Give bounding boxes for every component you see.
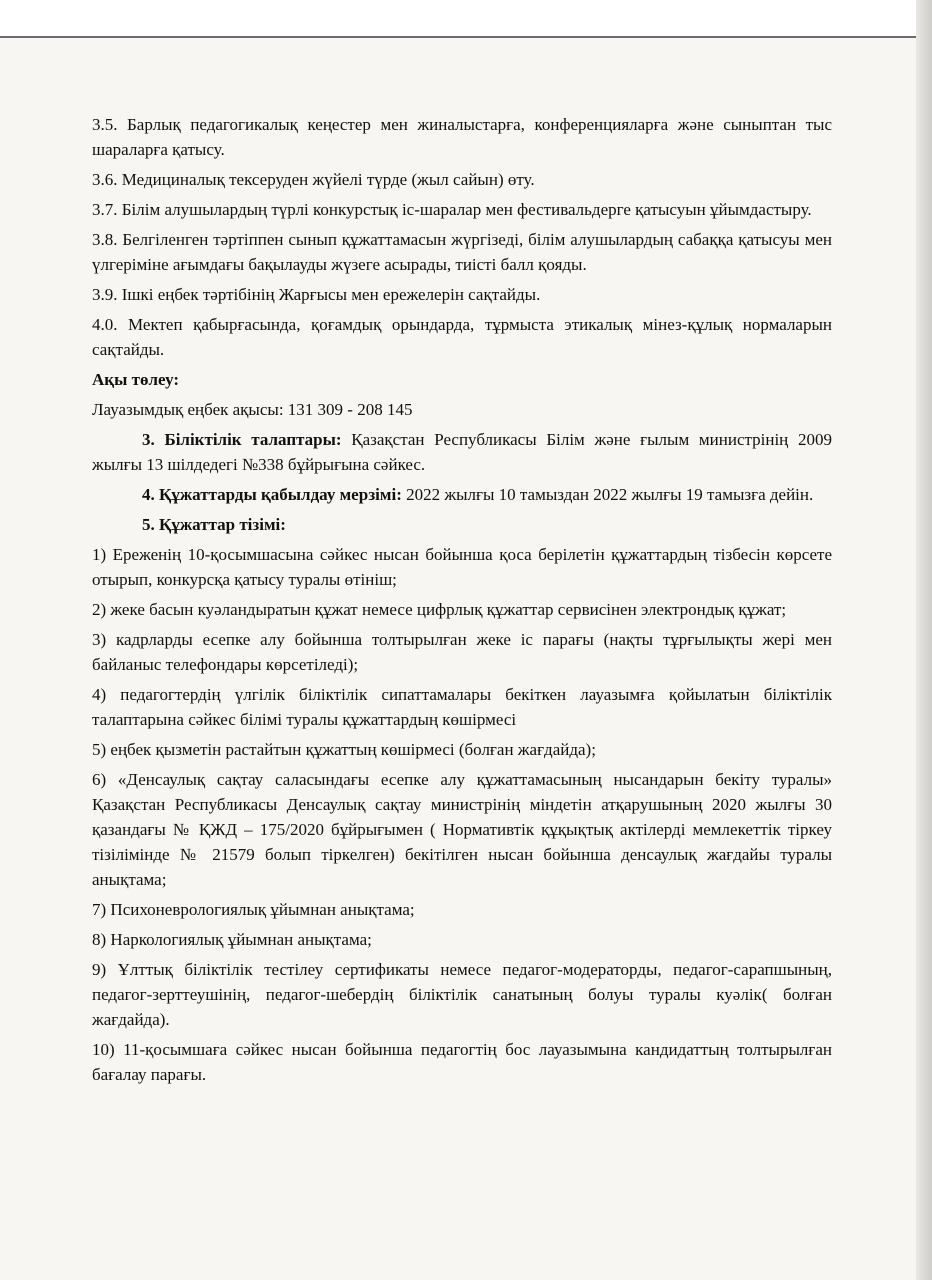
pay-heading: Ақы төлеу:	[92, 370, 180, 389]
item-3-8: 3.8. Белгіленген тәртіппен сынып құжаттамасын жүргізеді, білім алушылардың сабаққа қатысуы мен үлгеріміне ағымдағы бақылауды жүзеге асырады, тиісті балл қояды.	[92, 230, 832, 274]
item-3-9: 3.9. Ішкі еңбек тәртібінің Жарғысы мен ережелерін сақтайды.	[92, 285, 541, 304]
document-item-7: 7) Психоневрологиялық ұйымнан анықтама;	[92, 900, 415, 919]
documents-heading: 5. Құжаттар тізімі:	[142, 515, 286, 534]
document-item-6: 6) «Денсаулық сақтау саласындағы есепке алу құжаттамасының нысандарын бекіту туралы» Қазақстан Республикасы Денсаулық сақтау министрінің міндетін атқарушының 2020 жылғы 30 қазандағы № ҚЖД – 175/2020 бұйрығымен ( Нормативтік құқықтық актілерді мемлекеттік тіркеу тізілімінде № 21579 болып тіркелген) бекітілген нысан бойынша денсаулық жағдайы туралы анықтама;	[92, 770, 832, 889]
document-item-8: 8) Наркологиялық ұйымнан анықтама;	[92, 930, 372, 949]
qualification-label: 3. Біліктілік талаптары:	[142, 430, 342, 449]
deadline-text: 2022 жылғы 10 тамыздан 2022 жылғы 19 тамызға дейін.	[401, 485, 814, 504]
document-item-10: 10) 11-қосымшаға сәйкес нысан бойынша педагогтің бос лауазымына кандидаттың толтырылған бағалау парағы.	[92, 1040, 832, 1084]
document-page	[92, 112, 832, 1092]
qualification-text: Қазақстан Республикасы Білім және ғылым министрінің 2009 жылғы 13 шілдедегі №338 бұйрығына сәйкес.	[92, 430, 832, 474]
deadline-label: 4. Құжаттарды қабылдау мерзімі:	[142, 485, 402, 504]
document-item-3: 3) кадрларды есепке алу бойынша толтырылған жеке іс парағы (нақты тұрғылықты жері мен байланыс телефондары көрсетіледі);	[92, 630, 832, 674]
item-4-0: 4.0. Мектеп қабырғасында, қоғамдық орындарда, тұрмыста этикалық мінез-құлық нормаларын сақтайды.	[92, 315, 832, 359]
scan-right-edge	[916, 0, 932, 1280]
document-item-5: 5) еңбек қызметін растайтын құжаттың көшірмесі (болған жағдайда);	[92, 740, 596, 759]
document-item-4: 4) педагогтердің үлгілік біліктілік сипаттамалары бекіткен лауазымға қойылатын біліктілік талаптарына сәйкес білімі туралы құжаттардың көшірмесі	[92, 685, 832, 729]
qualification-paragraph	[92, 427, 832, 477]
document-item-2: 2) жеке басын куәландыратын құжат немесе цифрлық құжаттар сервисінен электрондық құжат;	[92, 600, 787, 619]
document-item-1: 1) Ереженің 10-қосымшасына сәйкес нысан бойынша қоса берілетін құжаттардың тізбесін көрсете отырып, конкурсқа қатысу туралы өтініш;	[92, 545, 832, 589]
scan-top-edge	[0, 0, 932, 38]
deadline-paragraph	[92, 482, 832, 507]
item-3-5: 3.5. Барлық педагогикалық кеңестер мен жиналыстарға, конференцияларға және сыныптан тыс шараларға қатысу.	[92, 115, 832, 159]
pay-text: Лауазымдық еңбек ақысы: 131 309 - 208 145	[92, 400, 413, 419]
item-3-7: 3.7. Білім алушылардың түрлі конкурстық іс-шаралар мен фестивальдерге қатысуын ұйымдастыру.	[92, 200, 812, 219]
document-item-9: 9) Ұлттық біліктілік тестілеу сертификаты немесе педагог-модераторды, педагог-сарапшының, педагог-зерттеушінің, педагог-шебердің біліктілік санатының болуы туралы куәлік( болған жағдайда).	[92, 960, 832, 1029]
item-3-6: 3.6. Медициналық тексеруден жүйелі түрде (жыл сайын) өту.	[92, 170, 535, 189]
